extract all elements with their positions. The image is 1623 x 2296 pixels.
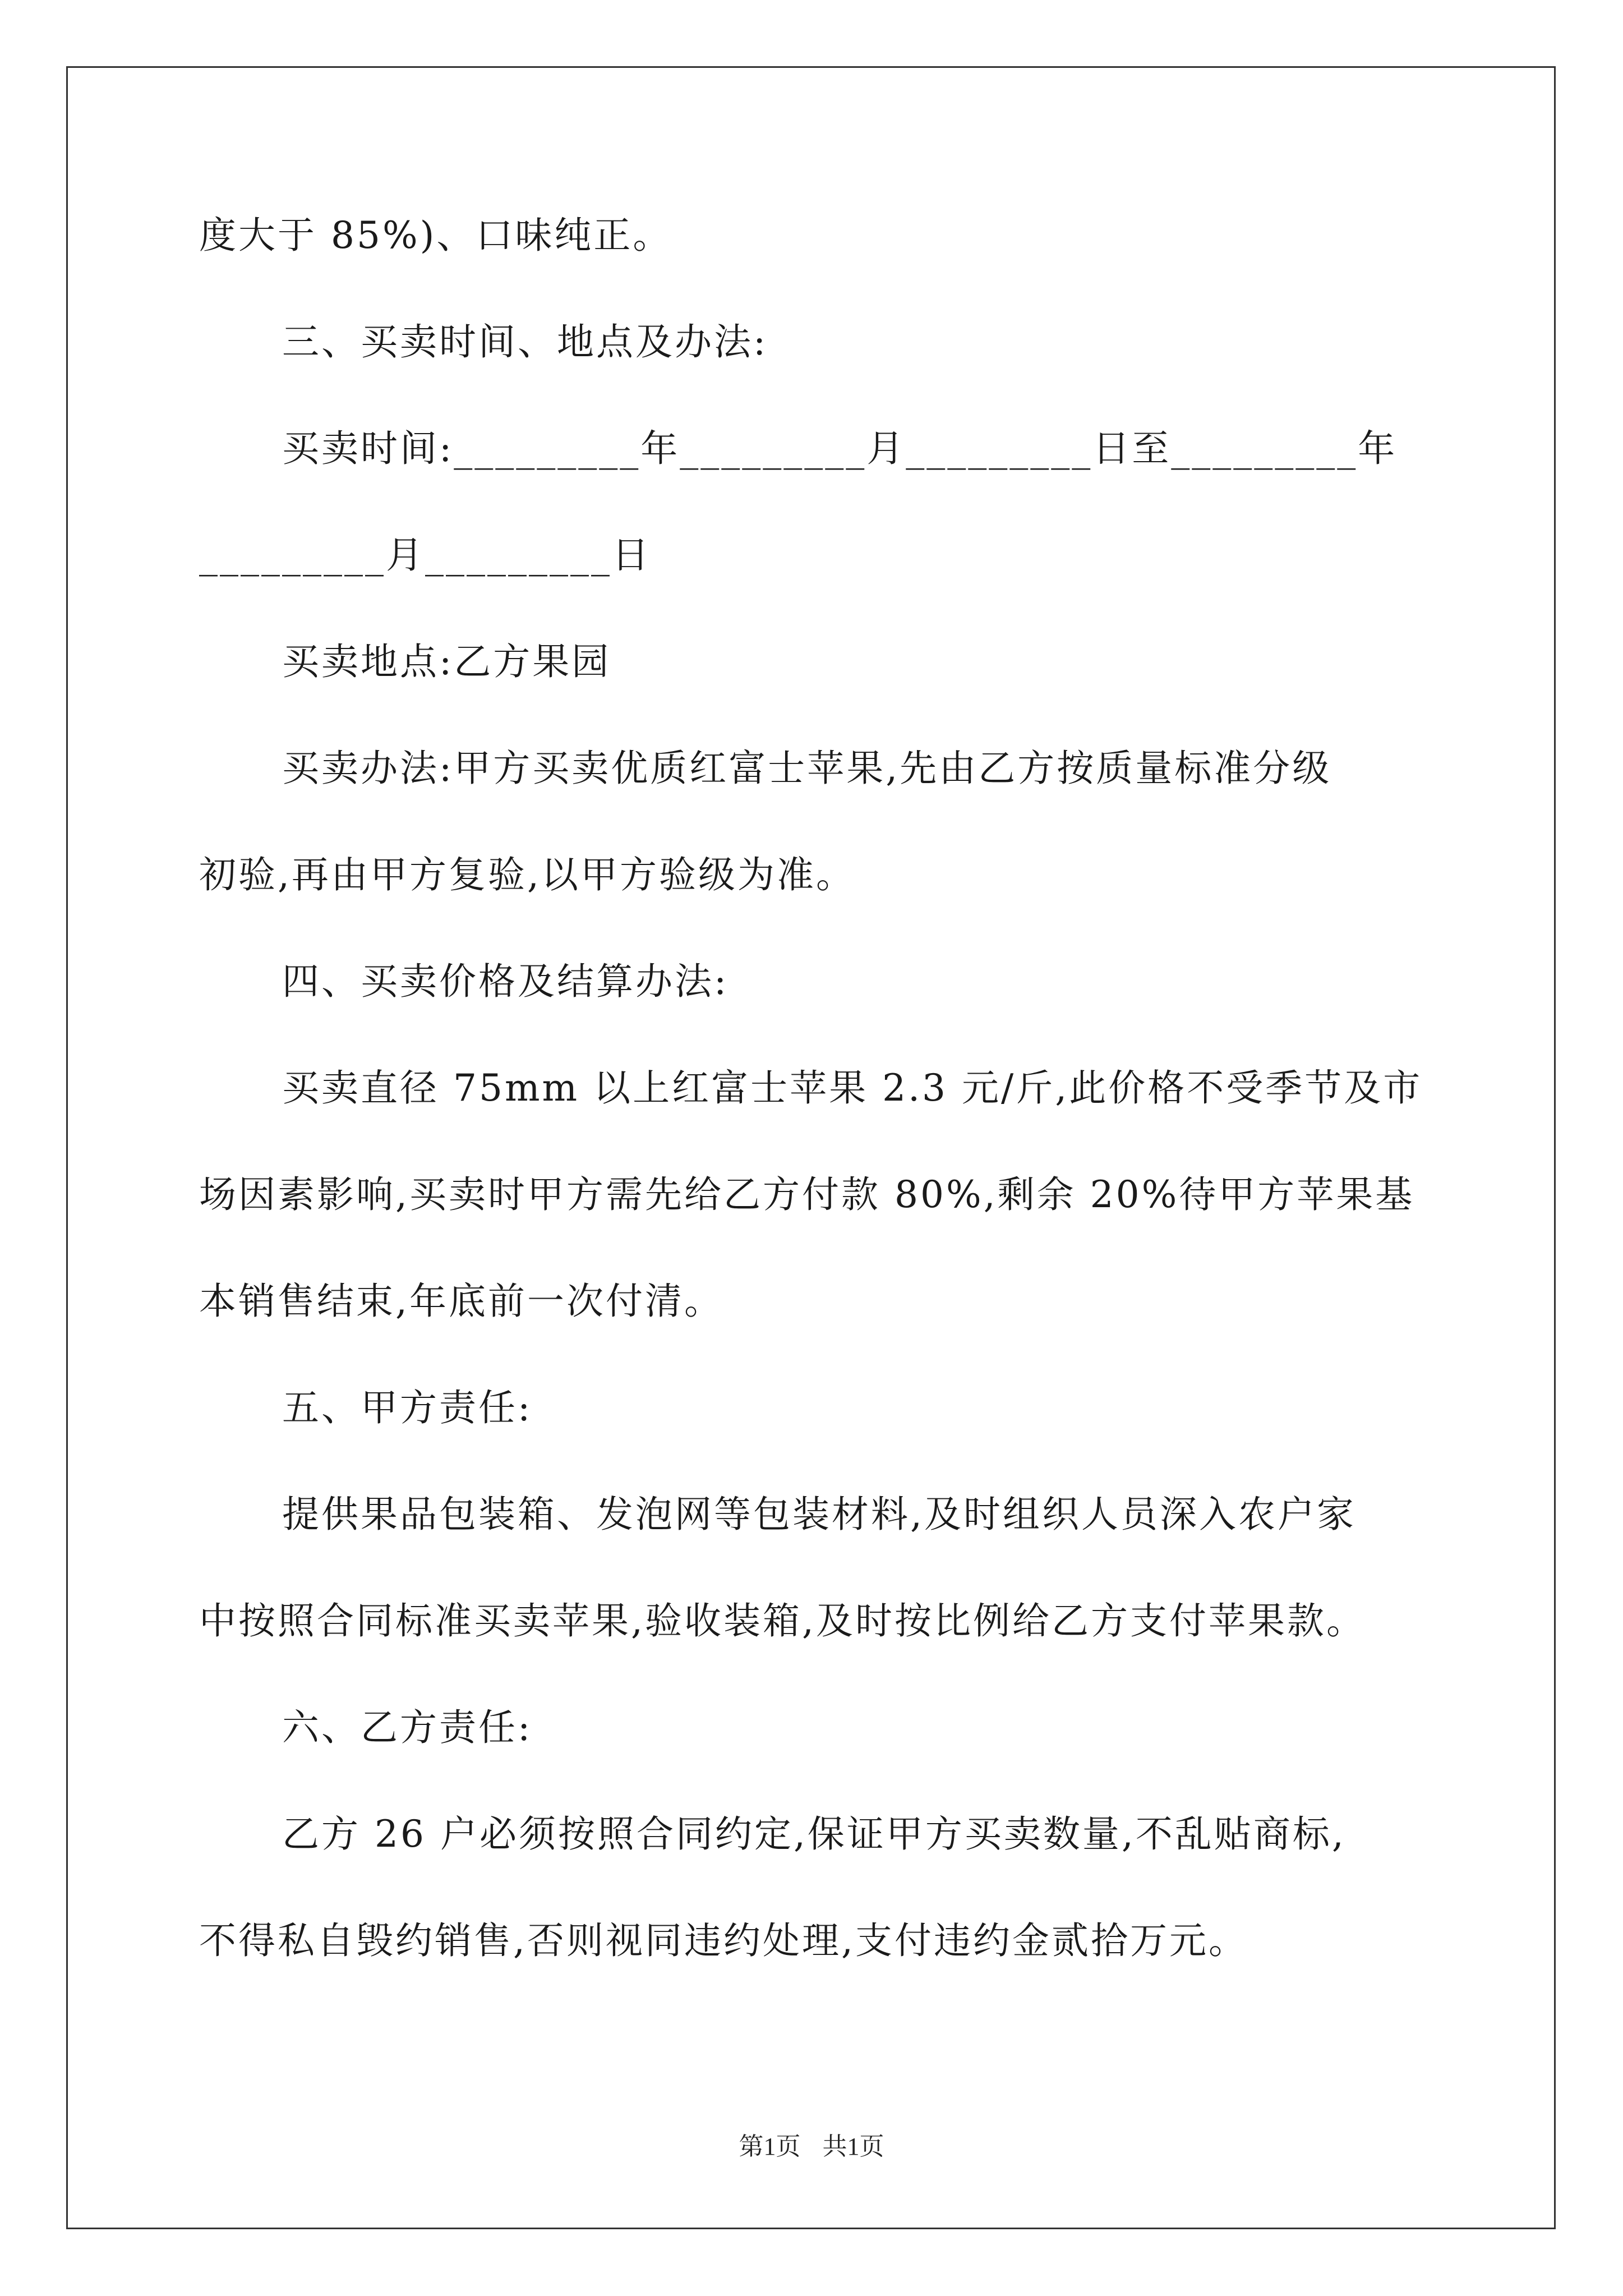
page-footer	[0, 2126, 1623, 2162]
text-line-trade-time-cont: _________月_________日	[199, 533, 651, 577]
text-line-price-cont-1: 场因素影响,买卖时甲方需先给乙方付款 80%,剩余 20%待甲方苹果基	[199, 1173, 1415, 1216]
text-line-party-b-duty: 乙方 26 户必须按照合同约定,保证甲方买卖数量,不乱贴商标,	[282, 1812, 1346, 1856]
text-line-price: 买卖直径 75mm 以上红富士苹果 2.3 元/斤,此价格不受季节及市	[282, 1066, 1423, 1110]
text-line-trade-method: 买卖办法:甲方买卖优质红富士苹果,先由乙方按质量标准分级	[282, 747, 1332, 790]
text-line-party-a-duty: 提供果品包装箱、发泡网等包装材料,及时组织人员深入农户家	[282, 1493, 1356, 1536]
section-heading-4: 四、买卖价格及结算办法:	[282, 960, 729, 1003]
text-line-price-cont-2: 本销售结束,年底前一次付清。	[199, 1280, 723, 1323]
section-heading-6: 六、乙方责任:	[282, 1706, 533, 1749]
text-line-trade-time: 买卖时间:_________年_________月_________日至_________年	[282, 427, 1398, 470]
text-line-party-b-duty-cont: 不得私自毁约销售,否则视同违约处理,支付违约金贰拾万元。	[199, 1919, 1248, 1962]
section-heading-5: 五、甲方责任:	[282, 1386, 533, 1429]
text-line-1: 度大于 85%)、口味纯正。	[199, 214, 672, 257]
text-line-trade-place: 买卖地点:乙方果园	[282, 640, 611, 683]
text-line-trade-method-cont: 初验,再由甲方复验,以甲方验级为准。	[199, 853, 855, 896]
text-line-party-a-duty-cont: 中按照合同标准买卖苹果,验收装箱,及时按比例给乙方支付苹果款。	[199, 1599, 1366, 1642]
page-number-current: 第1页	[739, 2133, 801, 2160]
page-border	[66, 66, 1556, 2229]
page-number-total: 共1页	[822, 2133, 884, 2160]
section-heading-3: 三、买卖时间、地点及办法:	[282, 320, 768, 364]
